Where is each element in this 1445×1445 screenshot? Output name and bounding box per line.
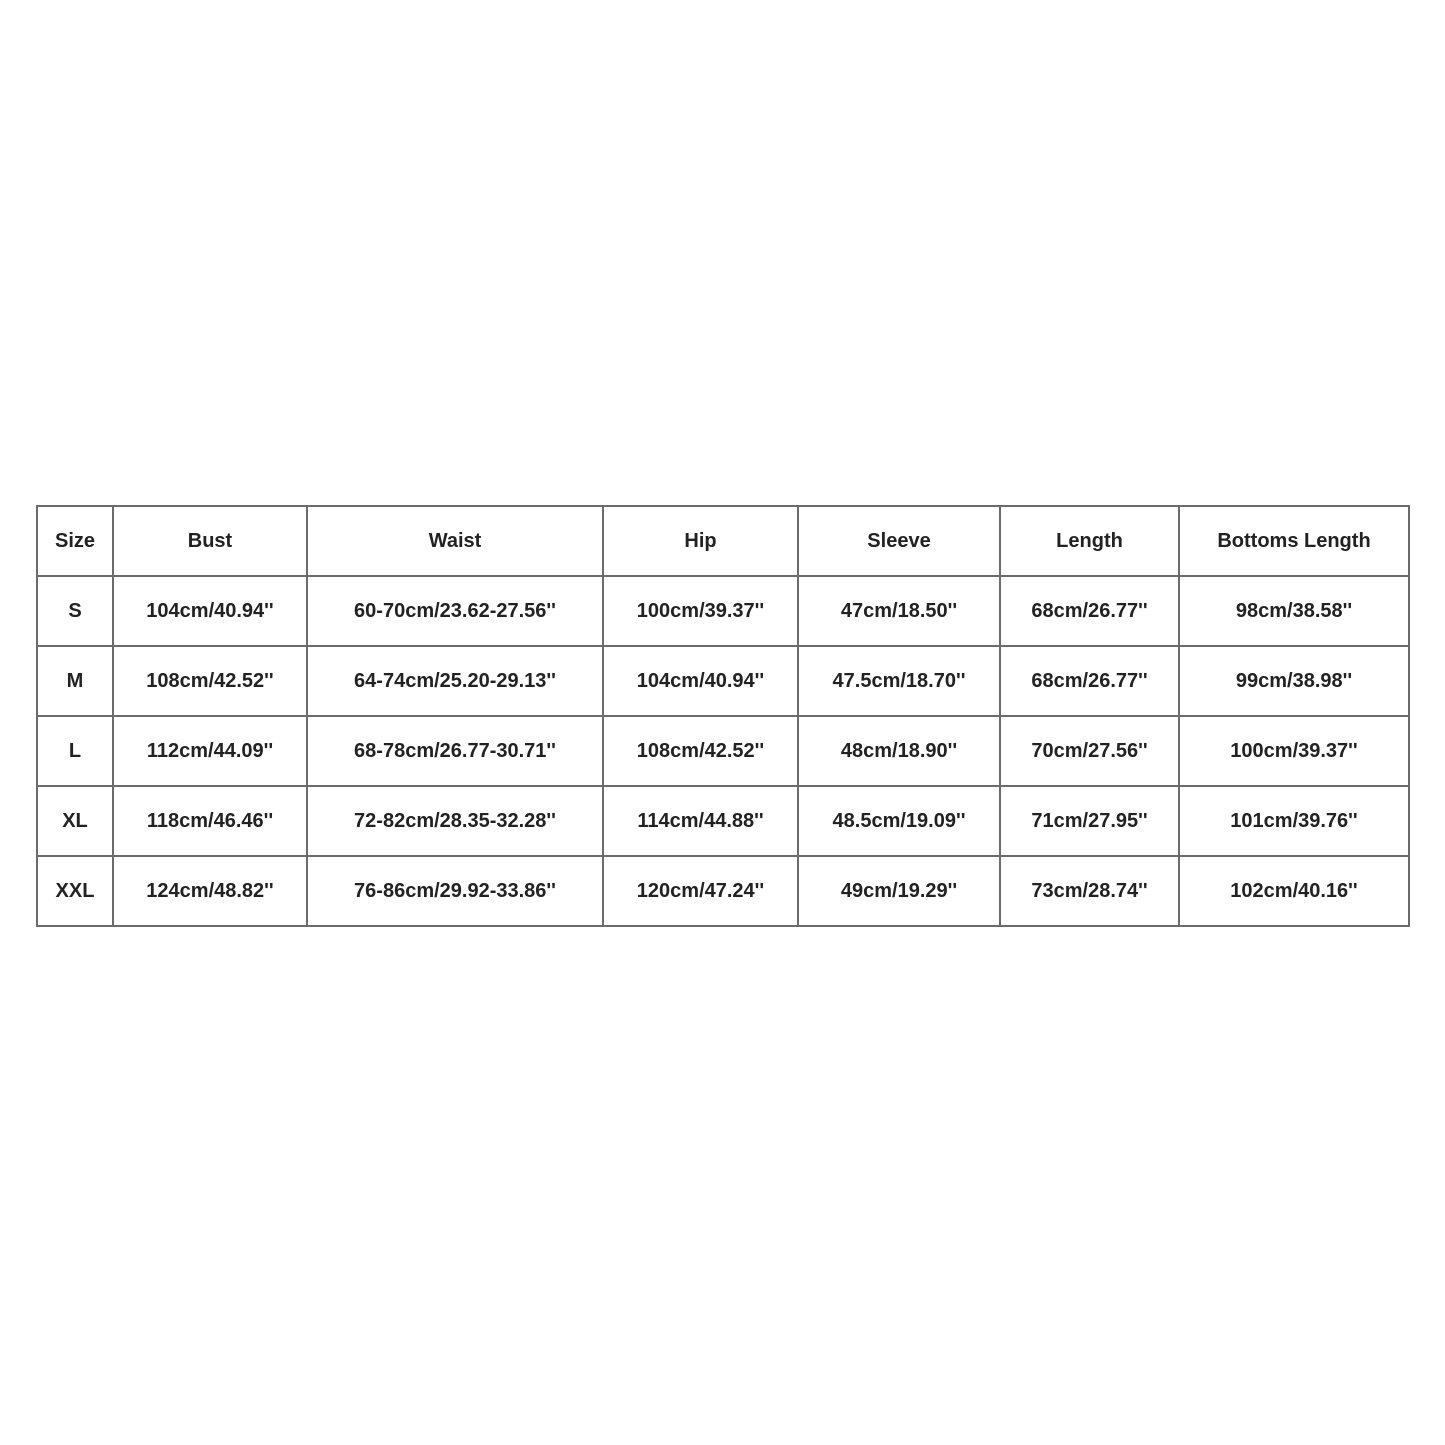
bust-cell: 124cm/48.82'': [113, 856, 307, 926]
waist-cell: 64-74cm/25.20-29.13'': [307, 646, 603, 716]
table-row: [37, 576, 1409, 646]
length-cell: 71cm/27.95'': [1000, 786, 1179, 856]
bust-cell: 108cm/42.52'': [113, 646, 307, 716]
size-chart-table: [36, 505, 1410, 927]
sleeve-cell: 48cm/18.90'': [798, 716, 1000, 786]
bottoms-length-cell: 98cm/38.58'': [1179, 576, 1409, 646]
bust-cell: 112cm/44.09'': [113, 716, 307, 786]
sleeve-cell: 47.5cm/18.70'': [798, 646, 1000, 716]
sleeve-cell: 47cm/18.50'': [798, 576, 1000, 646]
sleeve-cell: 48.5cm/19.09'': [798, 786, 1000, 856]
size-chart-header: [37, 506, 1409, 576]
hip-cell: 100cm/39.37'': [603, 576, 798, 646]
table-row: [37, 716, 1409, 786]
header-length: Length: [1000, 506, 1179, 576]
waist-cell: 60-70cm/23.62-27.56'': [307, 576, 603, 646]
table-row: [37, 856, 1409, 926]
header-hip: Hip: [603, 506, 798, 576]
waist-cell: 72-82cm/28.35-32.28'': [307, 786, 603, 856]
hip-cell: 120cm/47.24'': [603, 856, 798, 926]
size-cell: M: [37, 646, 113, 716]
waist-cell: 68-78cm/26.77-30.71'': [307, 716, 603, 786]
bust-cell: 104cm/40.94'': [113, 576, 307, 646]
hip-cell: 114cm/44.88'': [603, 786, 798, 856]
header-waist: Waist: [307, 506, 603, 576]
header-row: [37, 506, 1409, 576]
bust-cell: 118cm/46.46'': [113, 786, 307, 856]
size-cell: XL: [37, 786, 113, 856]
length-cell: 68cm/26.77'': [1000, 576, 1179, 646]
waist-cell: 76-86cm/29.92-33.86'': [307, 856, 603, 926]
size-chart-body: [37, 576, 1409, 926]
length-cell: 70cm/27.56'': [1000, 716, 1179, 786]
sleeve-cell: 49cm/19.29'': [798, 856, 1000, 926]
header-bottoms-length: Bottoms Length: [1179, 506, 1409, 576]
table-row: [37, 646, 1409, 716]
bottoms-length-cell: 101cm/39.76'': [1179, 786, 1409, 856]
bottoms-length-cell: 100cm/39.37'': [1179, 716, 1409, 786]
header-bust: Bust: [113, 506, 307, 576]
size-cell: L: [37, 716, 113, 786]
size-cell: S: [37, 576, 113, 646]
size-cell: XXL: [37, 856, 113, 926]
header-sleeve: Sleeve: [798, 506, 1000, 576]
table-row: [37, 786, 1409, 856]
header-size: Size: [37, 506, 113, 576]
length-cell: 68cm/26.77'': [1000, 646, 1179, 716]
bottoms-length-cell: 99cm/38.98'': [1179, 646, 1409, 716]
bottoms-length-cell: 102cm/40.16'': [1179, 856, 1409, 926]
hip-cell: 104cm/40.94'': [603, 646, 798, 716]
length-cell: 73cm/28.74'': [1000, 856, 1179, 926]
hip-cell: 108cm/42.52'': [603, 716, 798, 786]
